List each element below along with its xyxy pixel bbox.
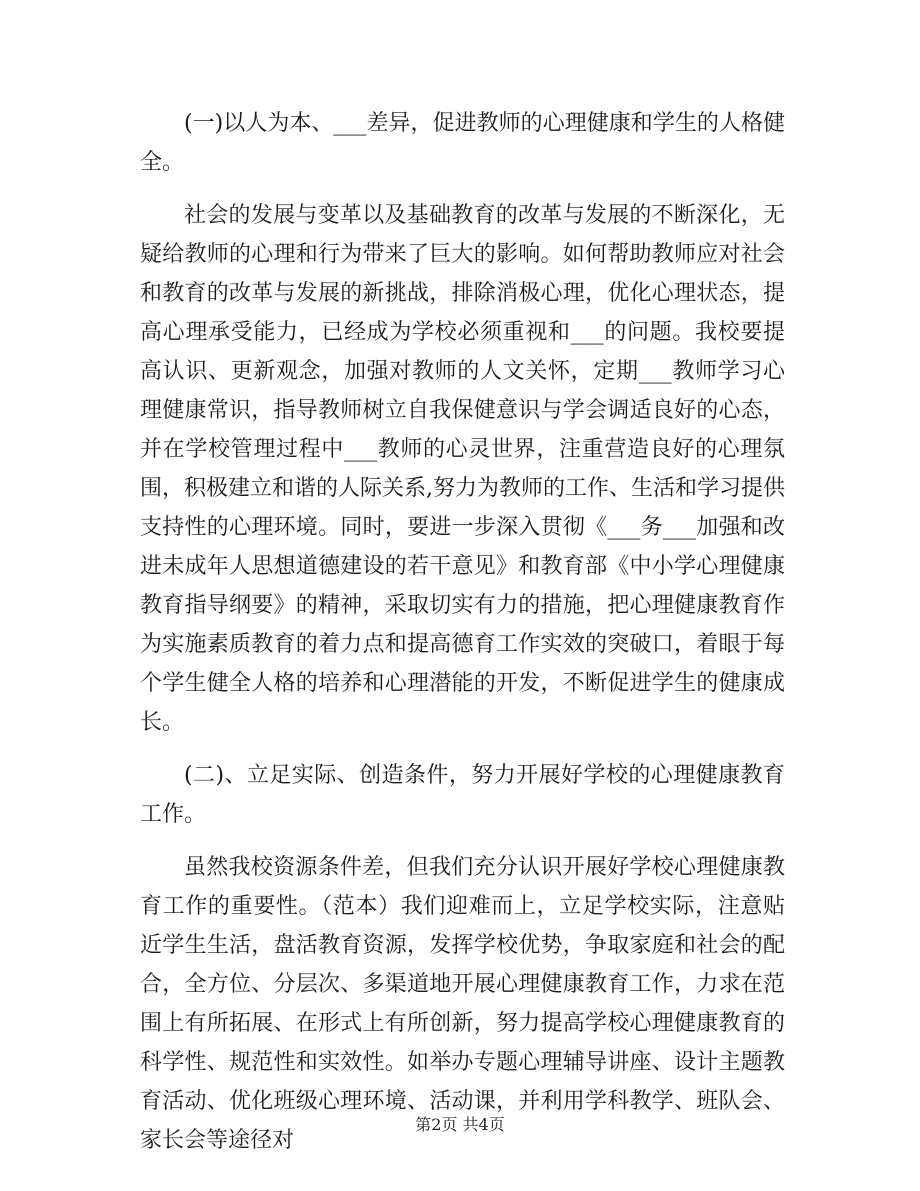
page-number: 第2页 共4页 (415, 1115, 505, 1134)
document-body (140, 104, 785, 1160)
heading-paragraph-1: (一)以人为本、___差异，促进教师的心理健康和学生的人格健全。 (140, 111, 785, 175)
body-paragraph-1: 社会的发展与变革以及基础教育的改革与发展的不断深化，无疑给教师的心理和行为带来了巨大的影响。如何帮助教师应对社会和教育的改革与发展的新挑战，排除消极心理，优化心理状态，提高心理承受能力，已经成为学校必须重视和___的问题。我校要提高认识、更新观念，加强对教师的人文关怀，定期___教师学习心理健康常识，指导教师树立自我保健意识与学会调适良好的心态，并在学校管理过程中___教师的心灵世界，注重营造良好的心理氛围，积极建立和谐的人际关系,努力为教师的工作、生活和学习提供支持性的心理环境。同时，要进一步深入贯彻《___务___加强和改进未成年人思想道德建设的若干意见》和教育部《中小学心理健康教育指导纲要》的精神，采取切实有力的措施，把心理健康教育作为实施素质教育的着力点和提高德育工作实效的突破口，着眼于每个学生健全人格的培养和心理潜能的开发，不断促进学生的健康成长。 (140, 203, 785, 735)
body-paragraph-2: 虽然我校资源条件差，但我们充分认识开展好学校心理健康教育工作的重要性。（范本）我们迎难而上，立足学校实际，注意贴近学生生活，盘活教育资源，发挥学校优势，争取家庭和社会的配合，全方位、分层次、多渠道地开展心理健康教育工作，力求在范围上有所拓展、在形式上有所创新，努力提高学校心理健康教育的科学性、规范性和实效性。如举办专题心理辅导讲座、设计主题教育活动、优化班级心理环境、活动课，并利用学科教学、班队会、家长会等途径对 (140, 855, 785, 1153)
heading-paragraph-2: (二)、立足实际、创造条件，努力开展好学校的心理健康教育工作。 (140, 763, 785, 827)
